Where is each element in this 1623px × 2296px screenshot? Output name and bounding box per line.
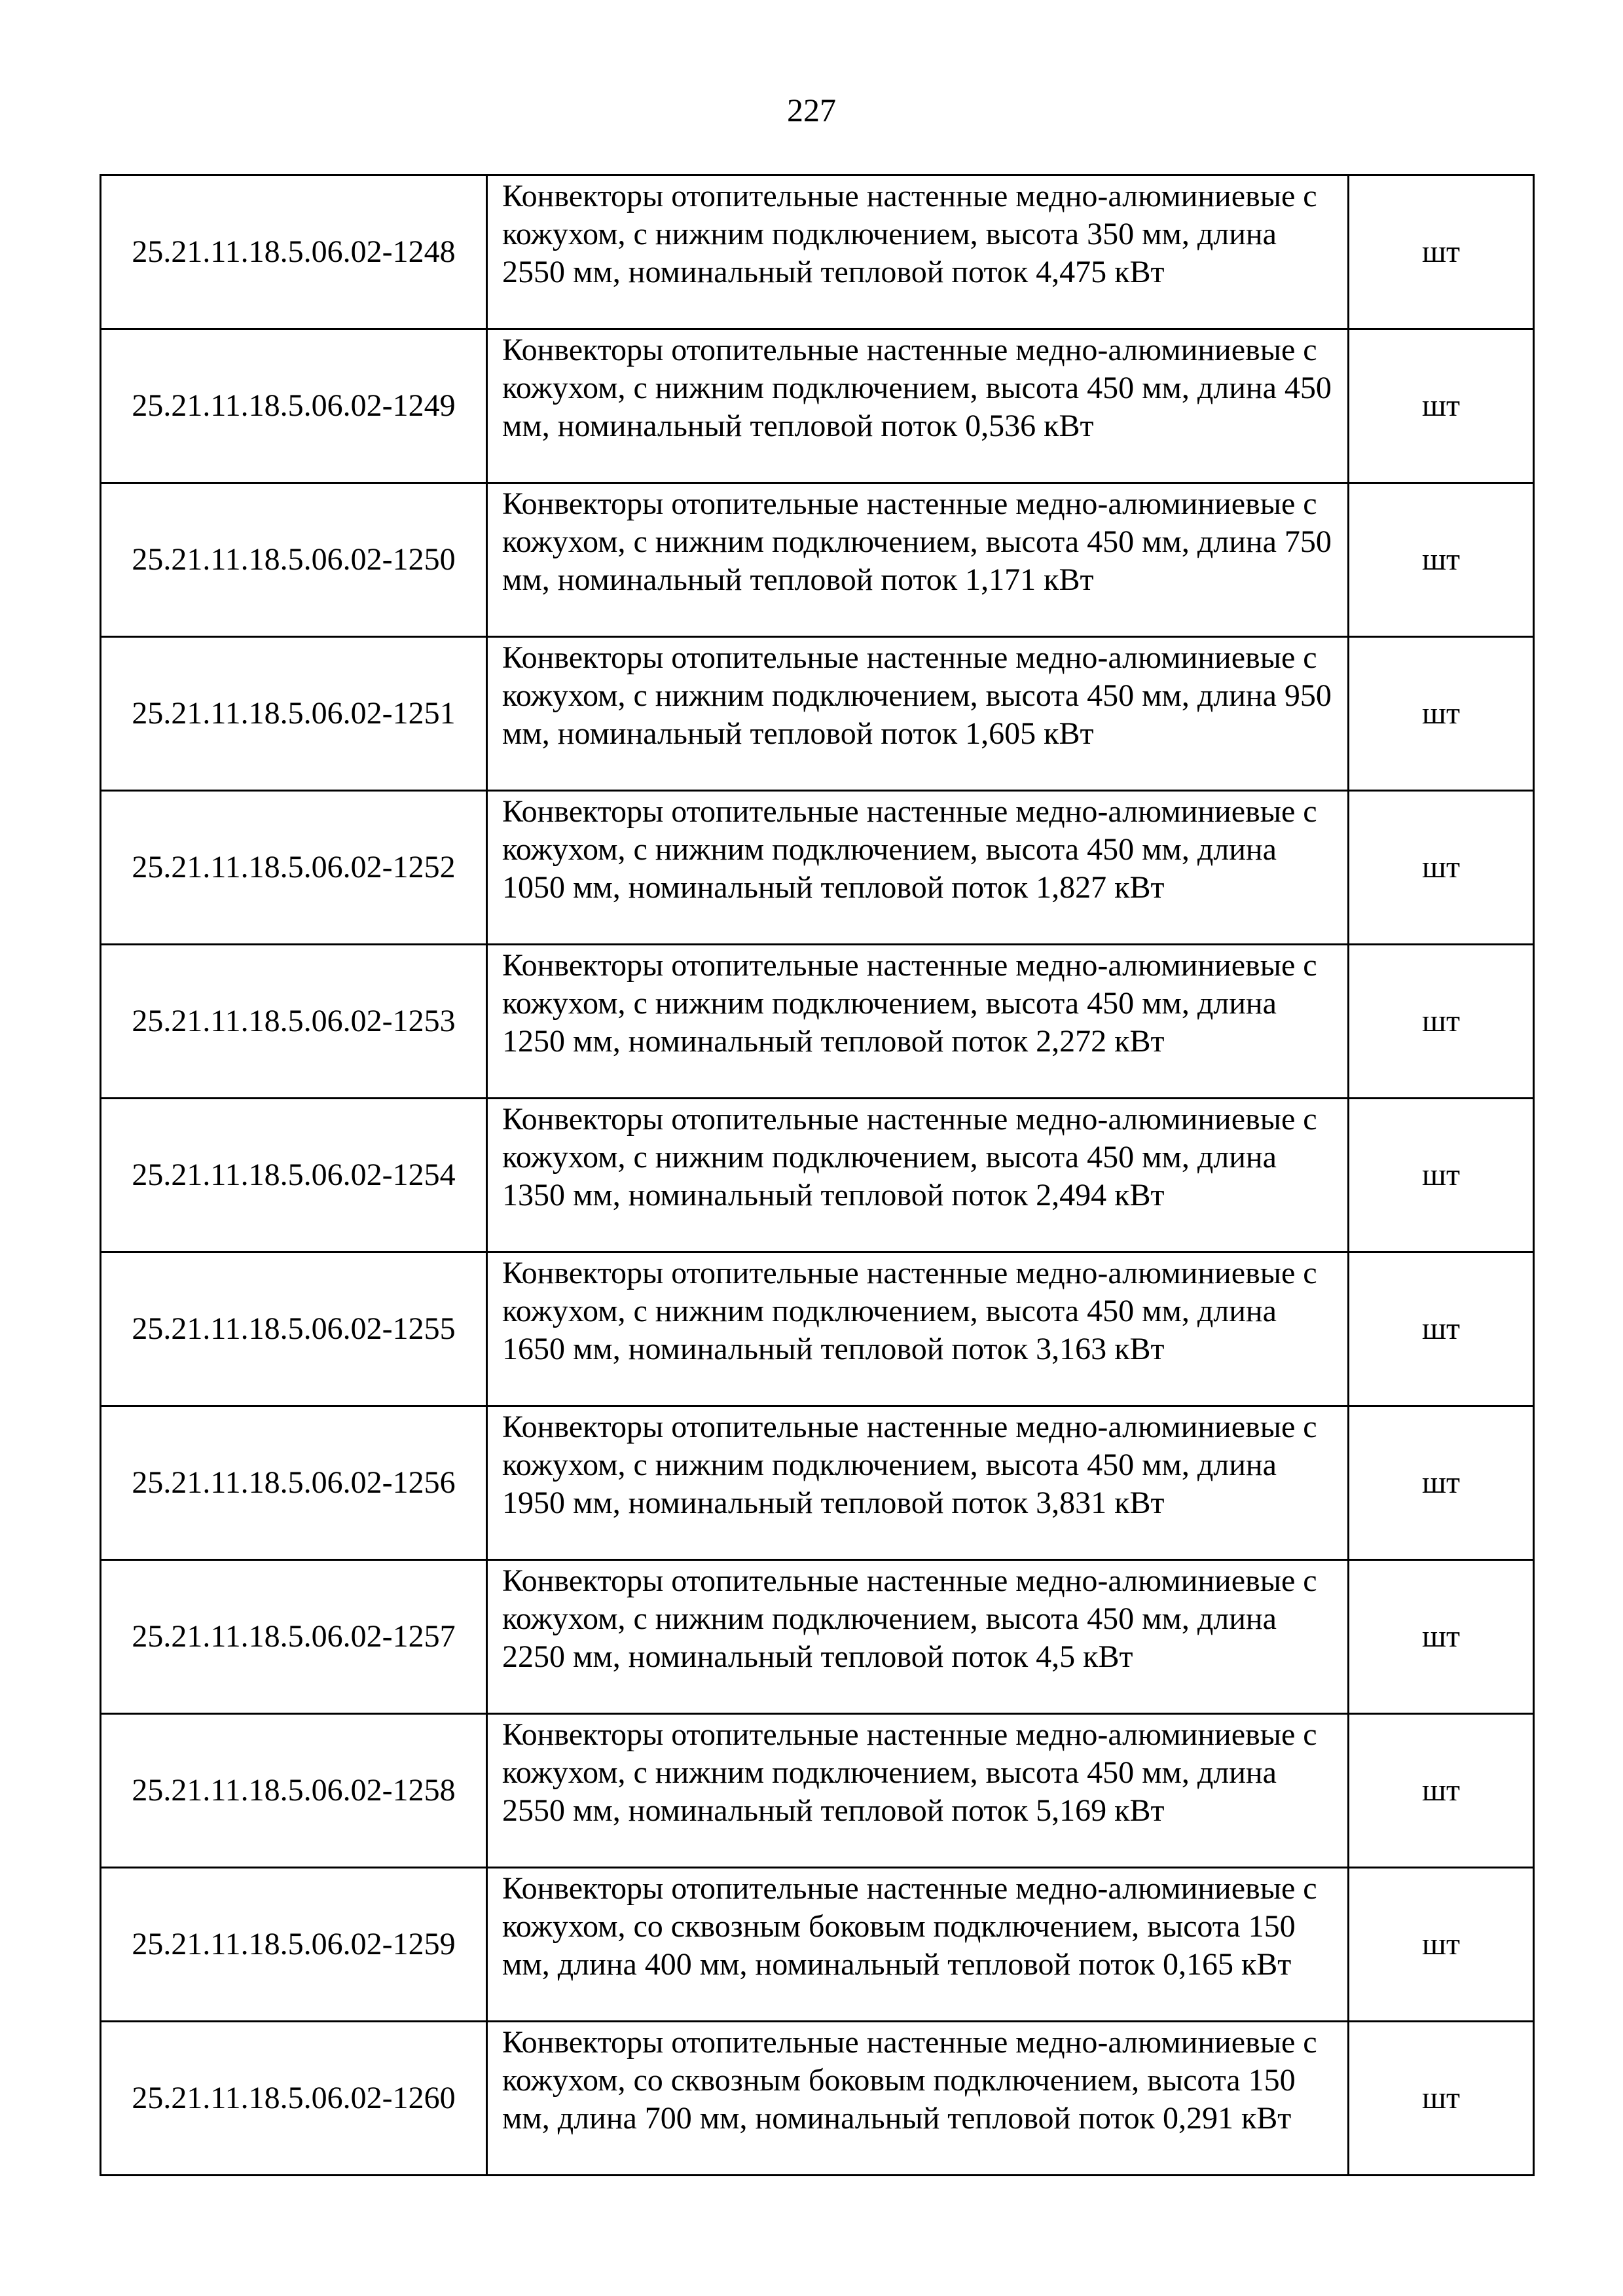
resource-code: 25.21.11.18.5.06.02-1253 — [101, 945, 487, 1099]
resource-code: 25.21.11.18.5.06.02-1256 — [101, 1406, 487, 1560]
page-number: 227 — [787, 92, 836, 128]
resource-description: Конвекторы отопительные настенные медно-алюминиевые с кожухом, с нижним подключением, высота 450 мм, длина 750 мм, номинальный тепловой поток 1,171 кВт — [487, 483, 1349, 637]
resource-code: 25.21.11.18.5.06.02-1252 — [101, 791, 487, 945]
resource-code: 25.21.11.18.5.06.02-1248 — [101, 175, 487, 329]
resource-description: Конвекторы отопительные настенные медно-алюминиевые с кожухом, с нижним подключением, высота 450 мм, длина 1050 мм, номинальный тепловой поток 1,827 кВт — [487, 791, 1349, 945]
unit-of-measure: шт — [1349, 329, 1534, 483]
unit-of-measure: шт — [1349, 945, 1534, 1099]
resource-description: Конвекторы отопительные настенные медно-алюминиевые с кожухом, с нижним подключением, высота 450 мм, длина 1250 мм, номинальный тепловой поток 2,272 кВт — [487, 945, 1349, 1099]
unit-of-measure: шт — [1349, 175, 1534, 329]
resource-description: Конвекторы отопительные настенные медно-алюминиевые с кожухом, с нижним подключением, высота 450 мм, длина 2250 мм, номинальный тепловой поток 4,5 кВт — [487, 1560, 1349, 1714]
resource-description: Конвекторы отопительные настенные медно-алюминиевые с кожухом, с нижним подключением, высота 450 мм, длина 1350 мм, номинальный тепловой поток 2,494 кВт — [487, 1099, 1349, 1252]
resource-description: Конвекторы отопительные настенные медно-алюминиевые с кожухом, со сквозным боковым подключением, высота 150 мм, длина 700 мм, номинальный тепловой поток 0,291 кВт — [487, 2022, 1349, 2176]
resource-table — [100, 174, 1535, 2176]
unit-of-measure: шт — [1349, 2022, 1534, 2176]
table-row — [101, 791, 1534, 945]
table-row — [101, 1252, 1534, 1406]
unit-of-measure: шт — [1349, 483, 1534, 637]
unit-of-measure: шт — [1349, 1868, 1534, 2022]
resource-description: Конвекторы отопительные настенные медно-алюминиевые с кожухом, с нижним подключением, высота 450 мм, длина 450 мм, номинальный тепловой поток 0,536 кВт — [487, 329, 1349, 483]
resource-description: Конвекторы отопительные настенные медно-алюминиевые с кожухом, со сквозным боковым подключением, высота 150 мм, длина 400 мм, номинальный тепловой поток 0,165 кВт — [487, 1868, 1349, 2022]
resource-code: 25.21.11.18.5.06.02-1258 — [101, 1714, 487, 1868]
table-row — [101, 1099, 1534, 1252]
table-row — [101, 1868, 1534, 2022]
resource-code: 25.21.11.18.5.06.02-1254 — [101, 1099, 487, 1252]
unit-of-measure: шт — [1349, 1560, 1534, 1714]
resource-code: 25.21.11.18.5.06.02-1250 — [101, 483, 487, 637]
table-row — [101, 1406, 1534, 1560]
resource-description: Конвекторы отопительные настенные медно-алюминиевые с кожухом, с нижним подключением, высота 350 мм, длина 2550 мм, номинальный тепловой поток 4,475 кВт — [487, 175, 1349, 329]
table-row — [101, 945, 1534, 1099]
unit-of-measure: шт — [1349, 637, 1534, 791]
resource-description: Конвекторы отопительные настенные медно-алюминиевые с кожухом, с нижним подключением, высота 450 мм, длина 2550 мм, номинальный тепловой поток 5,169 кВт — [487, 1714, 1349, 1868]
table-row — [101, 1560, 1534, 1714]
resource-description: Конвекторы отопительные настенные медно-алюминиевые с кожухом, с нижним подключением, высота 450 мм, длина 1950 мм, номинальный тепловой поток 3,831 кВт — [487, 1406, 1349, 1560]
table-row — [101, 483, 1534, 637]
resource-code: 25.21.11.18.5.06.02-1257 — [101, 1560, 487, 1714]
table-row — [101, 329, 1534, 483]
unit-of-measure: шт — [1349, 1099, 1534, 1252]
table-row — [101, 637, 1534, 791]
unit-of-measure: шт — [1349, 1714, 1534, 1868]
unit-of-measure: шт — [1349, 791, 1534, 945]
table-row — [101, 175, 1534, 329]
resource-description: Конвекторы отопительные настенные медно-алюминиевые с кожухом, с нижним подключением, высота 450 мм, длина 950 мм, номинальный тепловой поток 1,605 кВт — [487, 637, 1349, 791]
resource-code: 25.21.11.18.5.06.02-1259 — [101, 1868, 487, 2022]
table-row — [101, 2022, 1534, 2176]
resource-code: 25.21.11.18.5.06.02-1249 — [101, 329, 487, 483]
table-body — [101, 175, 1534, 2176]
unit-of-measure: шт — [1349, 1252, 1534, 1406]
resource-code: 25.21.11.18.5.06.02-1260 — [101, 2022, 487, 2176]
resource-code: 25.21.11.18.5.06.02-1251 — [101, 637, 487, 791]
resource-code: 25.21.11.18.5.06.02-1255 — [101, 1252, 487, 1406]
unit-of-measure: шт — [1349, 1406, 1534, 1560]
resource-description: Конвекторы отопительные настенные медно-алюминиевые с кожухом, с нижним подключением, высота 450 мм, длина 1650 мм, номинальный тепловой поток 3,163 кВт — [487, 1252, 1349, 1406]
table-row — [101, 1714, 1534, 1868]
